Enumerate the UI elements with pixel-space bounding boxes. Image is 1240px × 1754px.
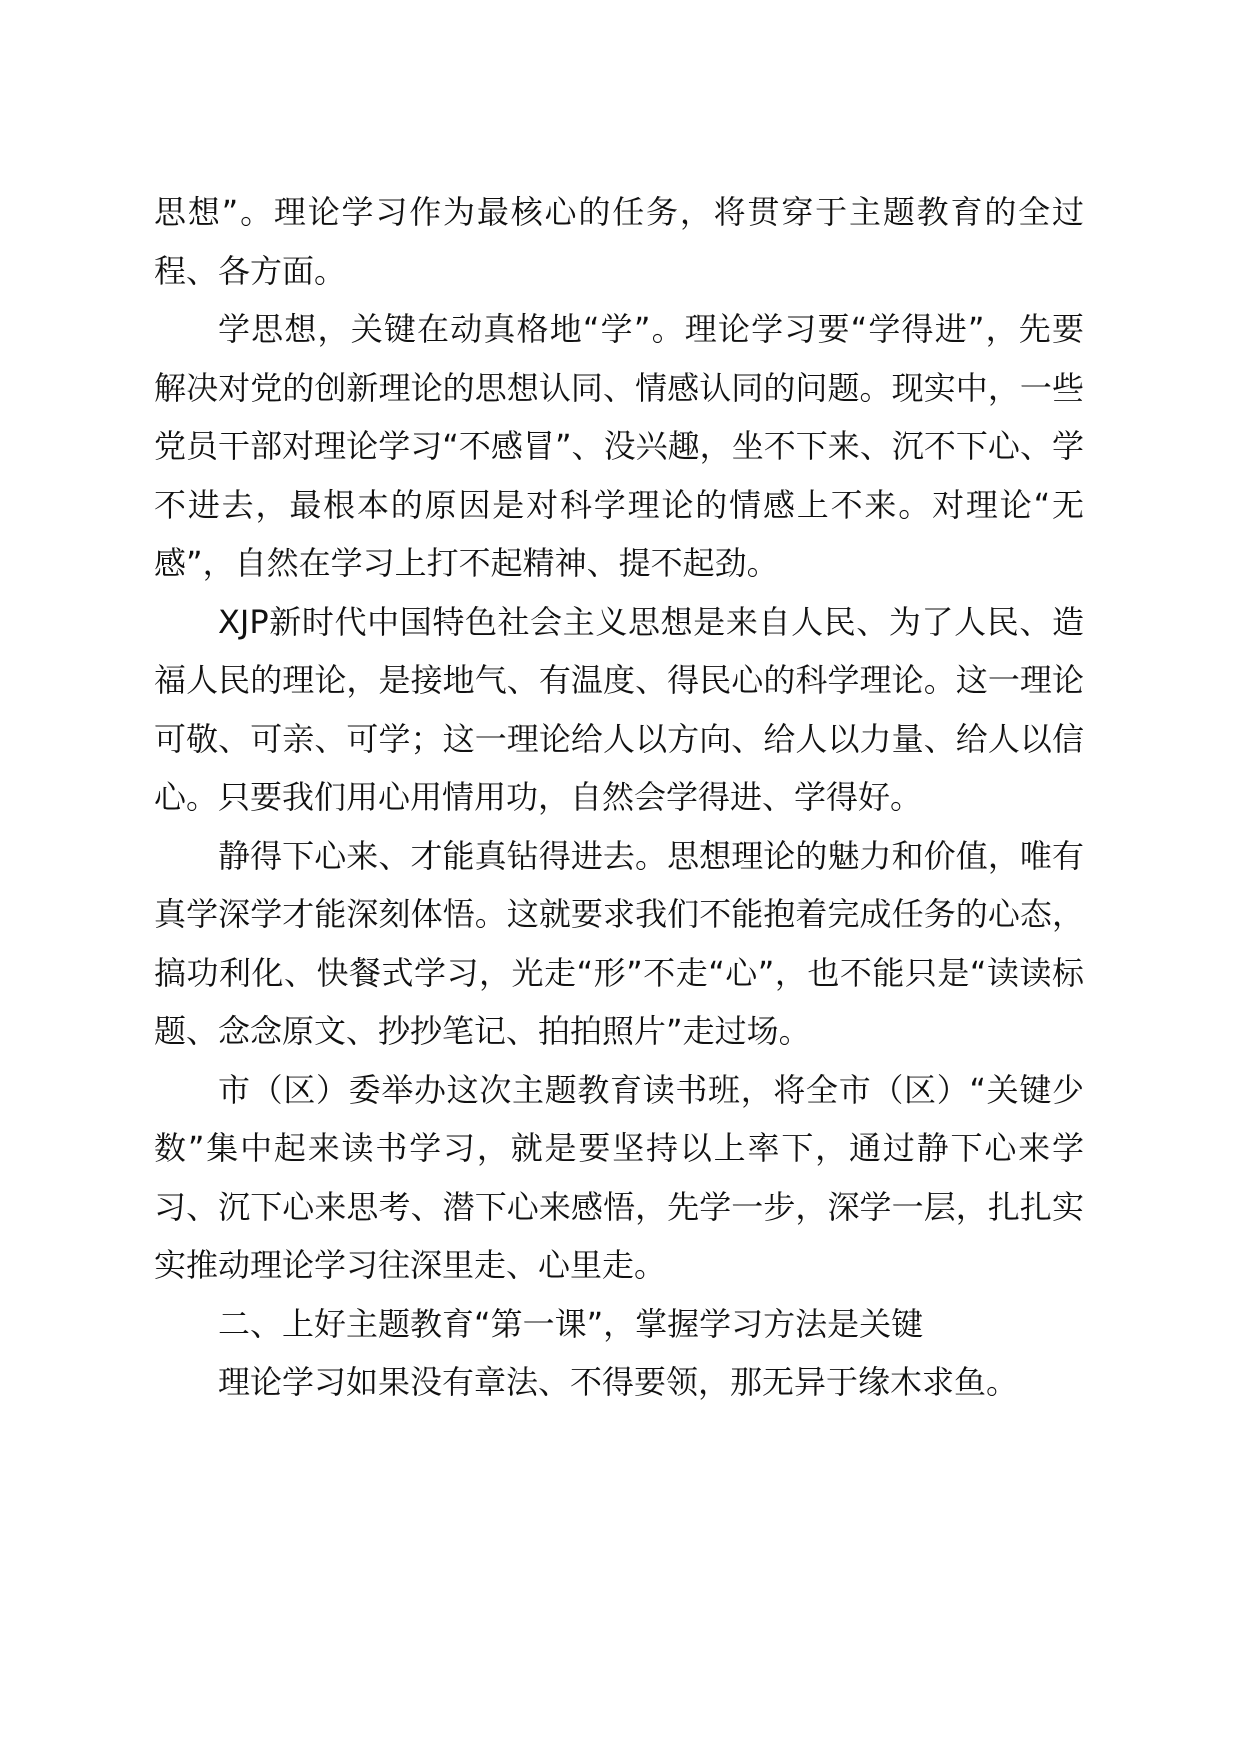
- paragraph-continuation: 思想”。理论学习作为最核心的任务，将贯穿于主题教育的全过程、各方面。: [154, 193, 1084, 290]
- paragraph-reading-class: 市（区）委举办这次主题教育读书班，将全市（区）“关键少数”集中起来读书学习，就是要坚持以上率下，通过静下心来学习、沉下心来思考、潜下心来感悟，先学一步，深学一层，扎扎实实推动理论学习往深里走、心里走。: [154, 1070, 1084, 1284]
- section-heading: 二、上好主题教育“第一课”，掌握学习方法是关键: [218, 1304, 924, 1343]
- paragraph-study-thought: 学思想，关键在动真格地“学”。理论学习要“学得进”，先要解决对党的创新理论的思想认同、情感认同的问题。现实中，一些党员干部对理论学习“不感冒”、没兴趣，坐不下来、沉不下心、学不进去，最根本的原因是对科学理论的情感上不来。对理论“无感”，自然在学习上打不起精神、提不起劲。: [154, 310, 1084, 582]
- paragraph-theory-description: XJP新时代中国特色社会主义思想是来自人民、为了人民、造福人民的理论，是接地气、有温度、得民心的科学理论。这一理论可敬、可亲、可学；这一理论给人以方向、给人以力量、给人以信心。只要我们用心用情用功，自然会学得进、学得好。: [154, 602, 1084, 816]
- paragraph-methods: 理论学习如果没有章法、不得要领，那无异于缘木求鱼。: [218, 1363, 1019, 1401]
- paragraph-calm-mind: 静得下心来、才能真钻得进去。思想理论的魅力和价值，唯有真学深学才能深刻体悟。这就要求我们不能抱着完成任务的心态，搞功利化、快餐式学习，光走“形”不走“心”，也不能只是“读读标题、念念原文、抄抄笔记、拍拍照片”走过场。: [154, 836, 1084, 1050]
- document-body: [154, 183, 1084, 1412]
